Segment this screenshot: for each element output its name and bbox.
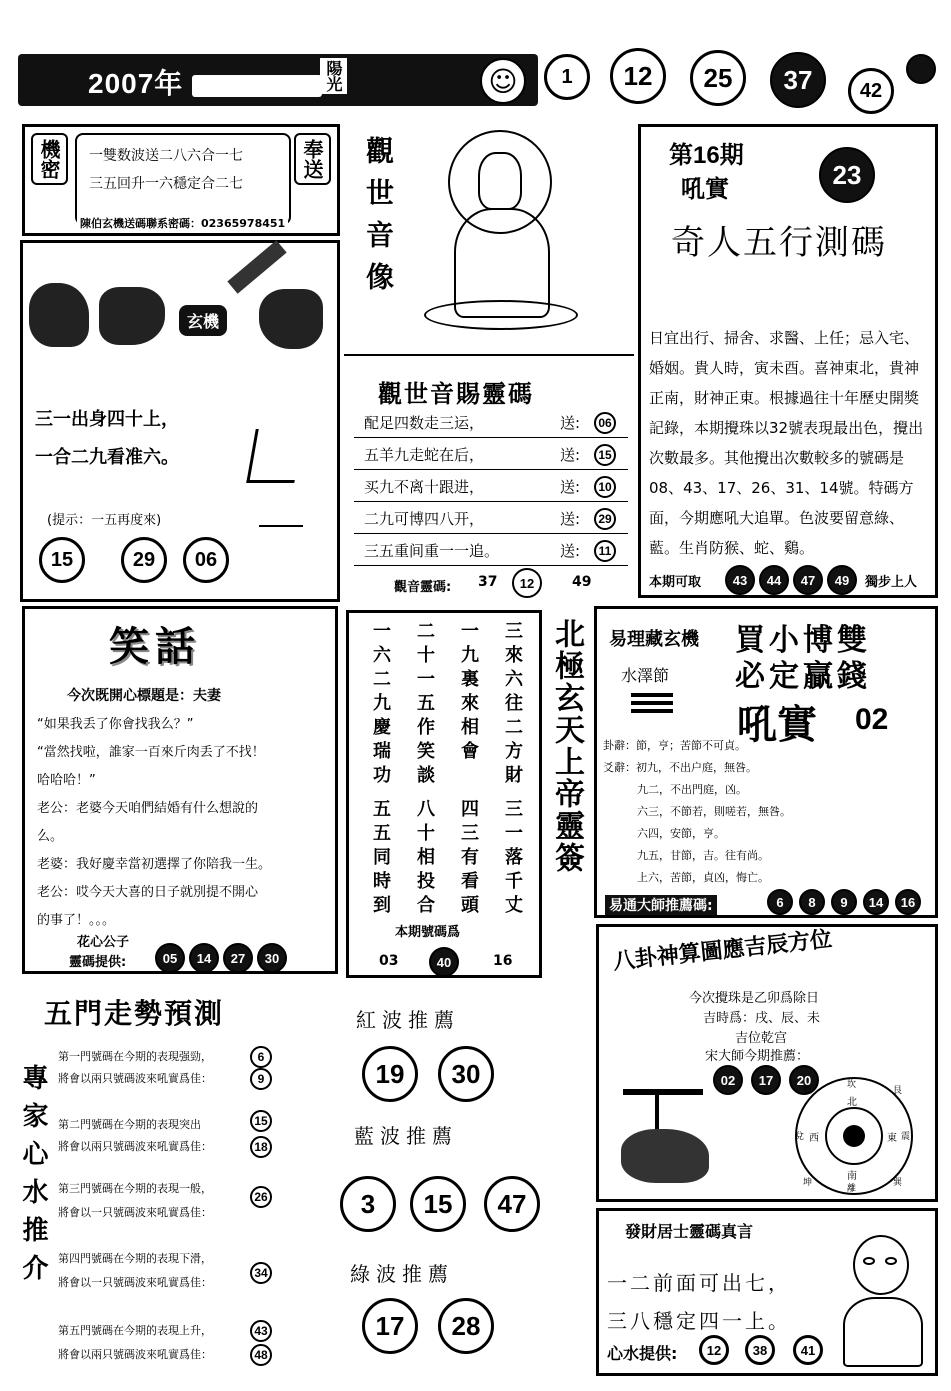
bagua-dir: 北 — [847, 1097, 857, 1108]
joke-topic-value: 夫妻 — [193, 688, 221, 704]
bagua-wheel-icon — [795, 1077, 913, 1195]
waves-blue-ball: 3 — [340, 1176, 396, 1232]
banner-ball: 42 — [848, 68, 894, 114]
top-left-box — [22, 124, 340, 236]
bagua-dir: 離 — [847, 1184, 857, 1194]
joke-num: 27 — [223, 943, 253, 973]
waves-blue-ball: 15 — [410, 1176, 466, 1232]
bottom-right-line1: 一二前面可出七， — [607, 1271, 791, 1295]
guanyin-footer-num: 49 — [572, 574, 592, 590]
bagua-dir: 東 — [887, 1133, 897, 1144]
bagua-horse-icon — [615, 1089, 715, 1189]
banner-ball: 37 — [770, 52, 826, 108]
poem-footer-label: 本期號碼爲 — [395, 925, 461, 940]
wumen-row — [58, 1110, 338, 1156]
wumen-row-l2: 將會以兩只號碼波來吼實爲佳： — [58, 1348, 212, 1361]
banner-ball: 25 — [690, 50, 746, 106]
guanyin-row — [354, 440, 628, 470]
bagua-dir: 坎 — [847, 1080, 857, 1090]
guanyin-row-text: 五羊九走蛇在后， — [364, 446, 485, 464]
yili-num: 6 — [767, 889, 793, 915]
bagua-line: 吉位乾宫 — [735, 1031, 788, 1046]
wumen-row-l1: 第二門號碼在今期的表現突出 — [58, 1118, 201, 1131]
yili-right-title2: 必定贏錢 — [735, 659, 871, 694]
top-left-line1: 一雙数波送二八六合一七 — [89, 148, 243, 164]
bagua-num: 17 — [751, 1065, 781, 1095]
wumen-title: 五門走勢預測 — [44, 997, 225, 1030]
wumen-row-l1: 第五門號碼在今期的表現上升， — [58, 1324, 212, 1337]
bagua-title: 八卦神算圖應吉辰方位 — [611, 927, 834, 975]
guanyin-row — [354, 504, 628, 534]
guanyin-row — [354, 472, 628, 502]
guanyin-row-text: 买九不离十跟进， — [364, 478, 485, 496]
wumen-row-l2: 將會以一只號碼波來吼實爲佳： — [58, 1276, 212, 1289]
poem-column: 四三有看頭 — [458, 799, 479, 919]
guanyin-row — [354, 536, 628, 566]
yili-line: 卦辭：節，亨；苦節不可貞。 — [603, 739, 746, 752]
poem-column: 三一落千丈 — [502, 799, 523, 919]
guanyin-row-text: 配足四数走三运， — [364, 414, 485, 432]
guanyin-footer-label: 觀音靈碼: — [394, 580, 452, 595]
riddle-ball: 29 — [121, 537, 167, 583]
yili-gua: 水澤節 — [621, 666, 670, 685]
guanyin-footer-num: 37 — [478, 574, 498, 590]
qiren-footer-num: 49 — [827, 565, 857, 595]
waves-blue-ball: 47 — [484, 1176, 540, 1232]
qiren-hou: 吼實 — [681, 175, 729, 203]
wumen-row-n2: 9 — [250, 1068, 272, 1090]
joke-topic-label: 今次既開心標題是： — [67, 688, 193, 704]
wumen-row-l1: 第一門號碼在今期的表現强勁， — [58, 1050, 212, 1063]
poem-column: 三來六往二方財 — [502, 621, 523, 789]
bottom-right-num: 38 — [745, 1335, 775, 1365]
yili-num: 14 — [863, 889, 889, 915]
riddle-tag: 玄機 — [179, 305, 227, 336]
poem-column: 五五同時到 — [370, 799, 391, 919]
bagua-dir: 坤 — [803, 1178, 813, 1188]
wumen-row-l2: 將會以兩只號碼波來吼實爲佳： — [58, 1072, 212, 1085]
wumen-row-n2: 48 — [250, 1344, 272, 1366]
waves-section — [340, 990, 540, 1380]
bottom-right-num: 41 — [793, 1335, 823, 1365]
guanyin-row-text: 三五重间重一一追。 — [364, 542, 500, 560]
bottom-right-box — [596, 1208, 938, 1376]
bagua-dir: 兌 — [795, 1132, 805, 1142]
top-left-inner — [75, 133, 291, 225]
guanyin-title: 觀世音賜靈碼 — [378, 379, 534, 408]
riddle-box — [20, 240, 340, 602]
poem-num: 16 — [493, 953, 513, 969]
wumen-row-l1: 第四門號碼在今期的表現下滑， — [58, 1252, 212, 1265]
yili-hexagram-icon — [631, 693, 673, 717]
poem-num: 40 — [429, 947, 459, 977]
joke-topic — [67, 685, 221, 705]
qiren-box — [638, 124, 938, 598]
joke-provider-label: 靈碼提供: — [69, 955, 127, 970]
bagua-box — [596, 924, 938, 1202]
yili-num: 9 — [831, 889, 857, 915]
guanyin-row-send: 送: — [560, 446, 581, 464]
joke-line: 哈哈哈！” — [37, 773, 96, 788]
poem-column: 一九裏來相會 — [458, 621, 479, 765]
joke-line: 老婆：我好慶幸當初選擇了你陪我一生。 — [37, 857, 272, 872]
riddle-hint: (提示：一五再度來) — [47, 513, 162, 528]
yili-line: 九二，不出門庭，凶。 — [637, 783, 747, 796]
bagua-num: 20 — [789, 1065, 819, 1095]
wumen-row — [58, 1046, 338, 1092]
bottom-right-provider: 心水提供: — [607, 1344, 678, 1363]
guanyin-row-num: 29 — [594, 508, 616, 530]
wumen-row-n2: 18 — [250, 1136, 272, 1158]
waves-red-label: 紅波推薦 — [356, 1008, 460, 1032]
bagua-dir: 艮 — [893, 1086, 903, 1096]
top-left-side-right: 奉送 — [294, 133, 331, 185]
poem-column: 一六二九慶瑞功 — [370, 621, 391, 789]
qiren-footer-num: 44 — [759, 565, 789, 595]
guanyin-row-send: 送: — [560, 510, 581, 528]
poem-side-title: 北極玄天上帝靈簽 — [549, 618, 584, 874]
yili-num: 8 — [799, 889, 825, 915]
banner-year: 2007年 — [88, 68, 184, 99]
qiren-issue: 第16期 — [669, 142, 744, 169]
waves-red-ball: 19 — [362, 1046, 418, 1102]
guanyin-row-num: 06 — [594, 412, 616, 434]
top-left-contact: 陳伯玄機送碼聯系密碼：02365978451 — [77, 215, 288, 231]
yili-num: 16 — [895, 889, 921, 915]
bagua-dir: 震 — [901, 1132, 911, 1142]
banner — [18, 48, 936, 114]
bagua-num: 02 — [713, 1065, 743, 1095]
riddle-header-art — [29, 267, 329, 363]
qiren-title: 奇人五行測碼 — [671, 223, 887, 263]
riddle-underline — [259, 525, 303, 527]
guanyin-row — [354, 408, 628, 438]
bagua-dir: 乾 — [803, 1086, 813, 1096]
joke-line: 老公：老婆今天咱們結婚有什么想說的 — [37, 801, 259, 816]
waves-blue-label: 藍波推薦 — [354, 1124, 458, 1148]
joke-provider: 花心公子 — [77, 935, 130, 950]
bagua-line: 吉時爲：戌、辰、未 — [703, 1011, 821, 1026]
banner-title — [88, 62, 322, 102]
guanyin-row-send: 送: — [560, 478, 581, 496]
wumen-row-l1: 第三門號碼在今期的表現一般， — [58, 1182, 212, 1195]
bagua-dir: 巽 — [893, 1178, 903, 1188]
guanyin-section — [344, 122, 634, 600]
banner-ball: 1 — [544, 54, 590, 100]
guanyin-footer-num: 12 — [512, 568, 542, 598]
yili-left-title: 易理藏玄機 — [609, 629, 699, 650]
banner-brand: 陽光 — [320, 58, 347, 94]
joke-line: 么。 — [37, 829, 64, 844]
yili-line: 六三，不節若，則嗟若，無咎。 — [637, 805, 791, 818]
bottom-right-title: 發財居士靈碼真言 — [625, 1222, 754, 1241]
yili-line: 爻辭：初九，不出户庭，無咎。 — [603, 761, 757, 774]
guanyin-row-num: 10 — [594, 476, 616, 498]
bagua-dir: 南 — [847, 1171, 857, 1182]
yili-footer-label: 易通大師推薦碼: — [605, 895, 717, 915]
qiren-body: 日宜出行、掃舍、求醫、上任；忌入宅、婚姻。貴人時，寅未酉。喜神東北，貴神正南，財神正東。根據過往十年歷史開獎記錄，本期攪珠以32號表現最出色，攪出次數最多。其他攪出次數較多的號碼是08、43、17、26、31、14號。特碼方面，今期應吼大追單。色波要留意綠、藍。生肖防猴、蛇、鷄。 — [649, 329, 924, 557]
waves-red-ball: 30 — [438, 1046, 494, 1102]
yili-box — [594, 606, 938, 918]
yili-line: 九五，甘節，吉。往有尚。 — [637, 849, 769, 862]
wumen-row-n1: 26 — [250, 1186, 272, 1208]
wumen-row-n1: 34 — [250, 1262, 272, 1284]
joke-line: 的事了！。。。 — [37, 913, 116, 928]
joke-title: 笑話 — [109, 624, 201, 670]
riddle-line1: 三一出身四十上， — [35, 409, 179, 430]
wumen-row-n1: 6 — [250, 1046, 272, 1068]
guanyin-vertical-title: 觀世音像 — [362, 136, 395, 304]
yili-line: 六四，安節，亨。 — [637, 827, 725, 840]
waves-green-label: 綠波推薦 — [350, 1262, 454, 1286]
joke-num: 05 — [155, 943, 185, 973]
wumen-section — [18, 986, 340, 1386]
riddle-line2: 一合二九看准六。 — [35, 447, 179, 468]
bagua-line: 今次攪珠是乙卯爲除日 — [689, 991, 820, 1006]
yili-hou-num: 02 — [855, 703, 889, 736]
riddle-ball: 15 — [39, 537, 85, 583]
bagua-dir: 西 — [809, 1133, 819, 1144]
wumen-row-n1: 15 — [250, 1110, 272, 1132]
wumen-row-l2: 將會以兩只號碼波來吼實爲佳： — [58, 1140, 212, 1153]
joke-line: “當然找啦，誰家一百來斤肉丢了不找！ — [37, 745, 265, 760]
joke-box — [22, 606, 338, 974]
guanyin-row-send: 送: — [560, 414, 581, 432]
poem-box — [346, 610, 542, 978]
qiren-footer-label: 本期可取 — [649, 575, 702, 590]
wumen-row-n1: 43 — [250, 1320, 272, 1342]
guanyin-figure-icon — [424, 130, 578, 340]
joke-num: 30 — [257, 943, 287, 973]
banner-ball: 12 — [610, 48, 666, 104]
yili-line: 上六，苦節，貞凶，悔亡。 — [637, 871, 769, 884]
bottom-right-line2: 三八穩定四一上。 — [607, 1309, 791, 1333]
waves-green-ball: 28 — [438, 1298, 494, 1354]
joke-num: 14 — [189, 943, 219, 973]
top-left-side-left: 機密 — [31, 133, 68, 185]
qiren-ball: 23 — [819, 147, 875, 203]
poem-column: 八十相投合 — [414, 799, 435, 919]
bagua-line: 宋大師今期推薦： — [705, 1049, 810, 1064]
wumen-side: 專家心水推介 — [18, 1064, 48, 1292]
qiren-footer-end: 獨步上人 — [865, 575, 918, 590]
yili-right-title1: 買小博雙 — [735, 623, 871, 658]
wumen-row — [58, 1180, 338, 1226]
bottom-right-num: 12 — [699, 1335, 729, 1365]
guanyin-row-send: 送: — [560, 542, 581, 560]
banner-smile-icon: ☺ — [480, 58, 526, 104]
joke-line: “如果我丢了你會找我么？” — [37, 717, 194, 732]
guanyin-row-num: 11 — [594, 540, 616, 562]
banner-ball-blank — [906, 54, 936, 84]
wumen-row — [58, 1318, 338, 1368]
bottom-right-monk-icon — [835, 1231, 931, 1371]
riddle-ball: 06 — [183, 537, 229, 583]
qiren-footer-num: 47 — [793, 565, 823, 595]
top-left-line2: 三五回升一六穩定合二七 — [89, 176, 243, 192]
guanyin-row-text: 二九可博四八开， — [364, 510, 485, 528]
wumen-row-l2: 將會以一只號碼波來吼實爲佳： — [58, 1206, 212, 1219]
waves-green-ball: 17 — [362, 1298, 418, 1354]
poem-num: 03 — [379, 953, 399, 969]
joke-line: 老公：哎今天大喜的日子就別提不開心 — [37, 885, 259, 900]
qiren-footer-num: 43 — [725, 565, 755, 595]
guanyin-divider — [344, 354, 634, 356]
riddle-signature-icon — [246, 429, 304, 483]
wumen-row — [58, 1250, 338, 1296]
poem-column: 二十一五作笑談 — [414, 621, 435, 789]
yili-hou: 吼實 — [737, 702, 817, 748]
guanyin-row-num: 15 — [594, 444, 616, 466]
